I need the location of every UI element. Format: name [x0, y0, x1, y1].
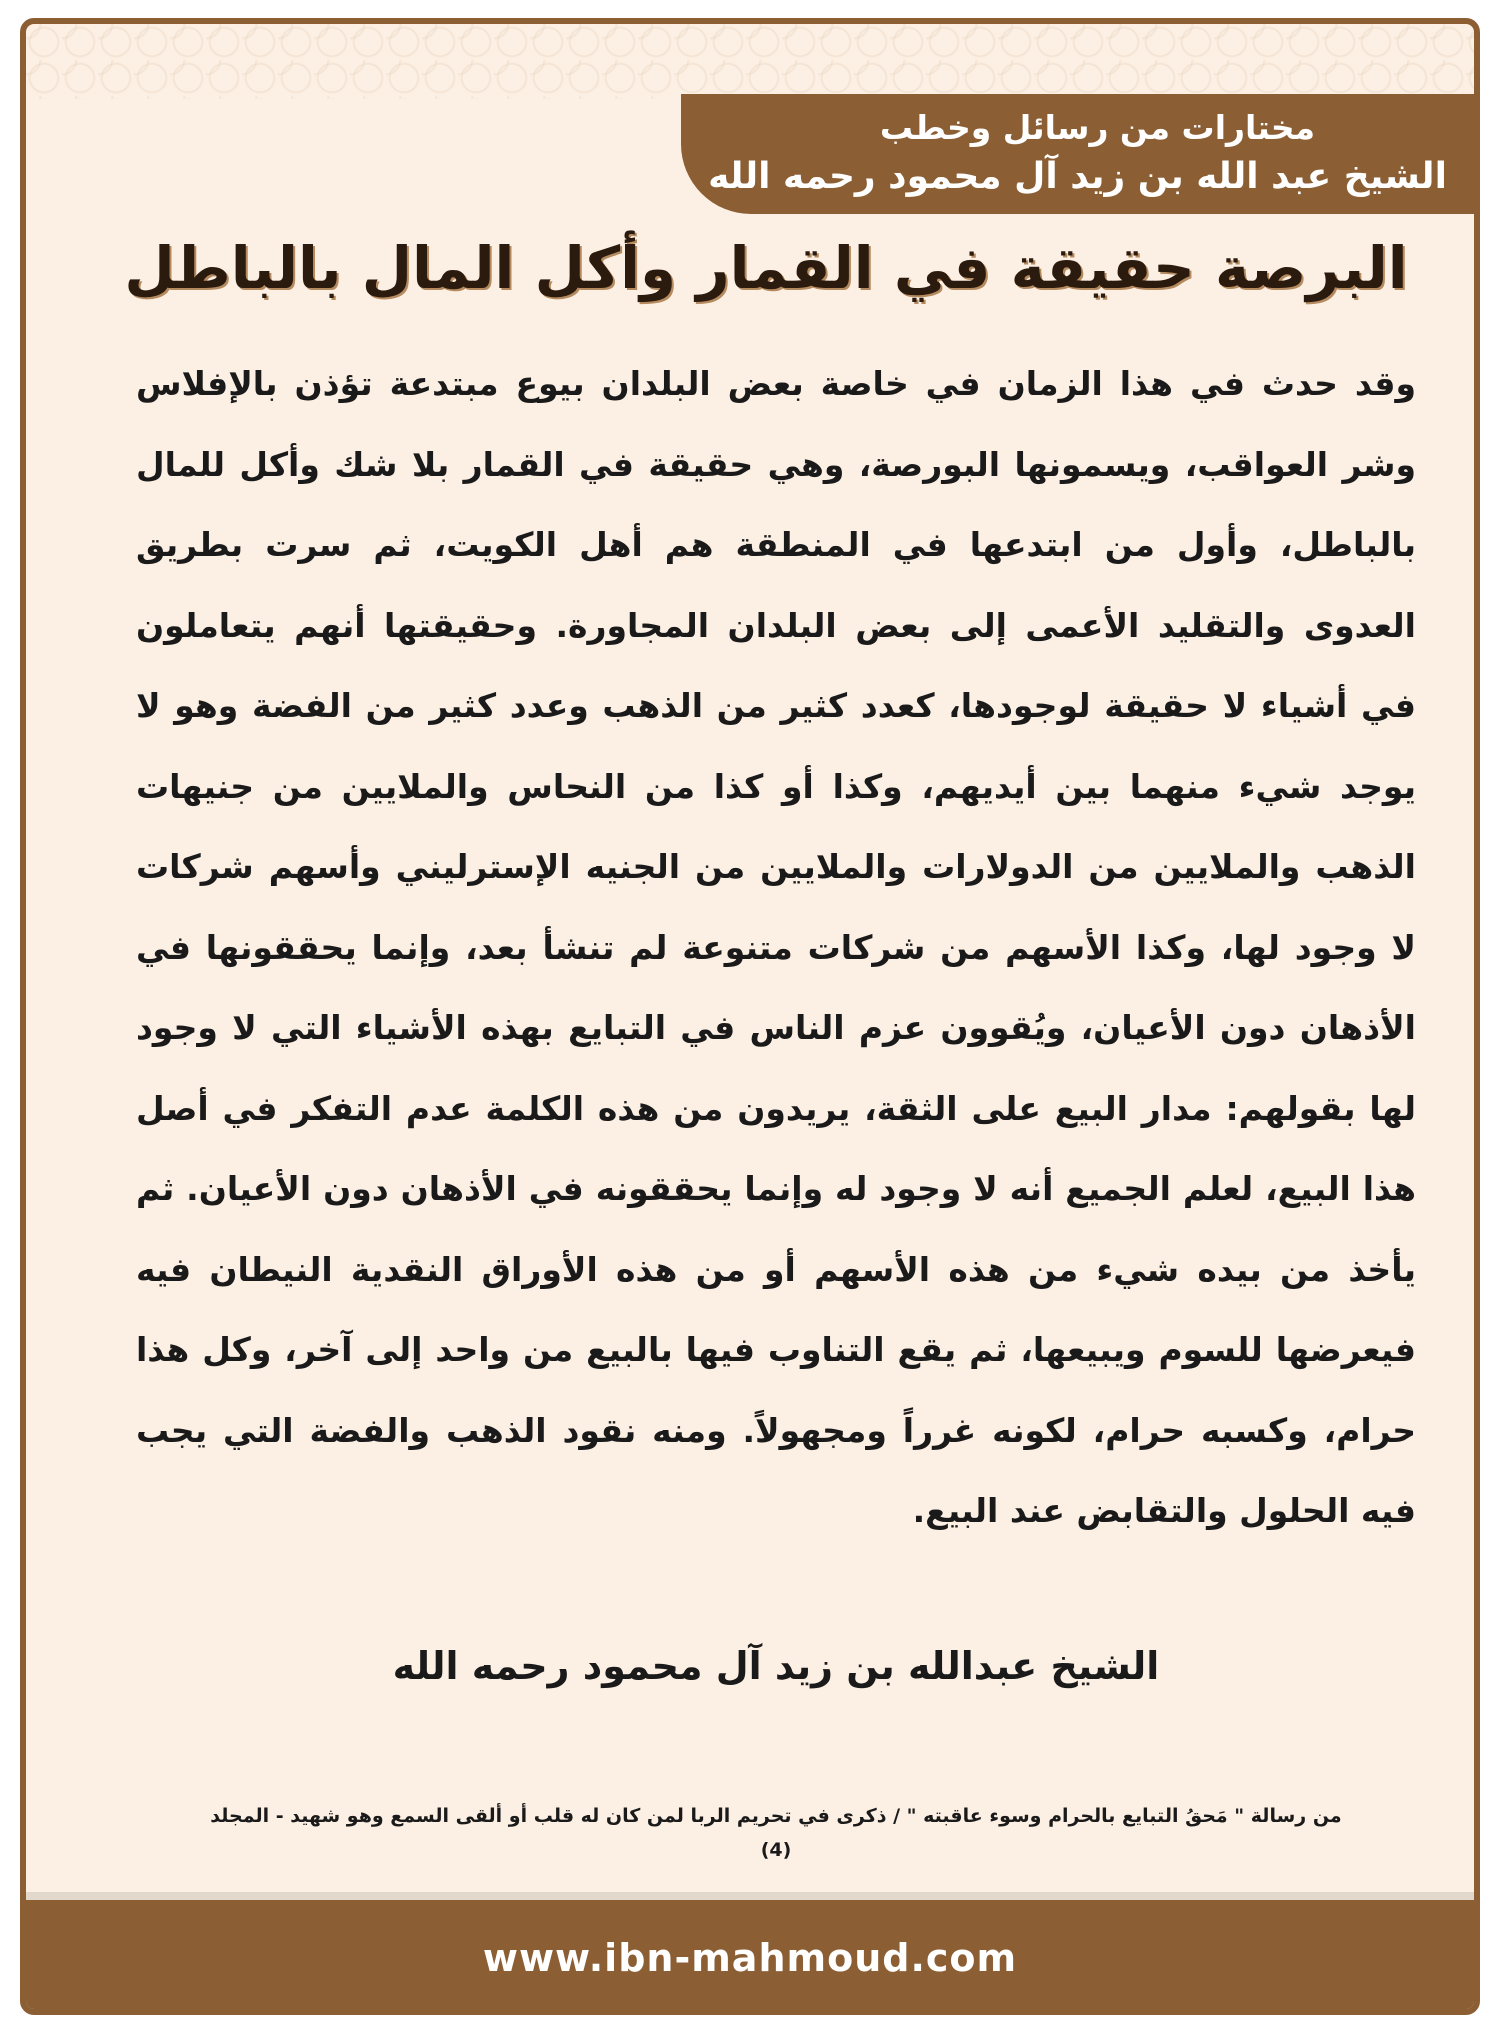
header-series-title: مختارات من رسائل وخطب: [879, 108, 1316, 147]
article-body: وقد حدث في هذا الزمان في خاصة بعض البلدان بيوع مبتدعة تؤذن بالإفلاس وشر العواقب، ويسمونها البورصة، وهي حقيقة في القمار بلا شك وأكل للمال بالباطل، وأول من ابتدعها في المنطقة هم أهل الكويت، ثم سرت بطريق العدوى والتقليد الأعمى إلى بعض البلدان المجاورة. وحقيقتها أنهم يتعاملون في أشياء لا حقيقة لوجودها، كعدد كثير من الذهب وعدد كثير من الفضة وهو لا يوجد شيء منهما بين أيديهم، وكذا أو كذا من النحاس والملايين من جنيهات الذهب والملايين من الدولارات والملايين من الجنيه الإسترليني وأسهم شركات لا وجود لها، وكذا الأسهم من شركات متنوعة لم تنشأ بعد، وإنما يحققونها في الأذهان دون الأعيان، ويُقوون عزم الناس في التبايع بهذه الأشياء التي لا وجود لها بقولهم: مدار البيع على الثقة، يريدون من هذه الكلمة عدم التفكر في أصل هذا البيع، لعلم الجميع أنه لا وجود له وإنما يحققونه في الأذهان دون الأعيان. ثم يأخذ من بيده شيء من هذه الأسهم أو من هذه الأوراق النقدية النيطان فيه فيعرضها للسوم ويبيعها، ثم يقع التناوب فيها بالبيع من واحد إلى آخر، وكل هذا حرام، وكسبه حرام، لكونه غرراً ومجهولاً. ومنه نقود الذهب والفضة التي يجب فيه الحلول والتقابض عند البيع.: [136, 364, 1416, 1530]
divider: [26, 1892, 1474, 1900]
author-signature: الشيخ عبدالله بن زيد آل محمود رحمه الله: [392, 1644, 1160, 1688]
website-link[interactable]: www.ibn-mahmoud.com: [482, 1936, 1018, 1980]
footer-band: [26, 1900, 1474, 2009]
source-volume: (4): [760, 1839, 792, 1861]
article-title: البرصة حقيقة في القمار وأكل المال بالباطل: [124, 234, 1408, 302]
source-line: من رسالة " مَحقُ التبايع بالحرام وسوء عاقبته " / ذكرى في تحريم الربا لمن كان له قلب أو ألقى السمع وهو شهيد - المجلد: [210, 1805, 1342, 1827]
source-citation: [126, 1799, 1426, 1867]
header-author-name: الشيخ عبد الله بن زيد آل محمود رحمه الله: [708, 156, 1447, 197]
page-frame: [20, 18, 1480, 2015]
header-band: [681, 94, 1474, 214]
decorative-pattern: [26, 24, 1474, 99]
